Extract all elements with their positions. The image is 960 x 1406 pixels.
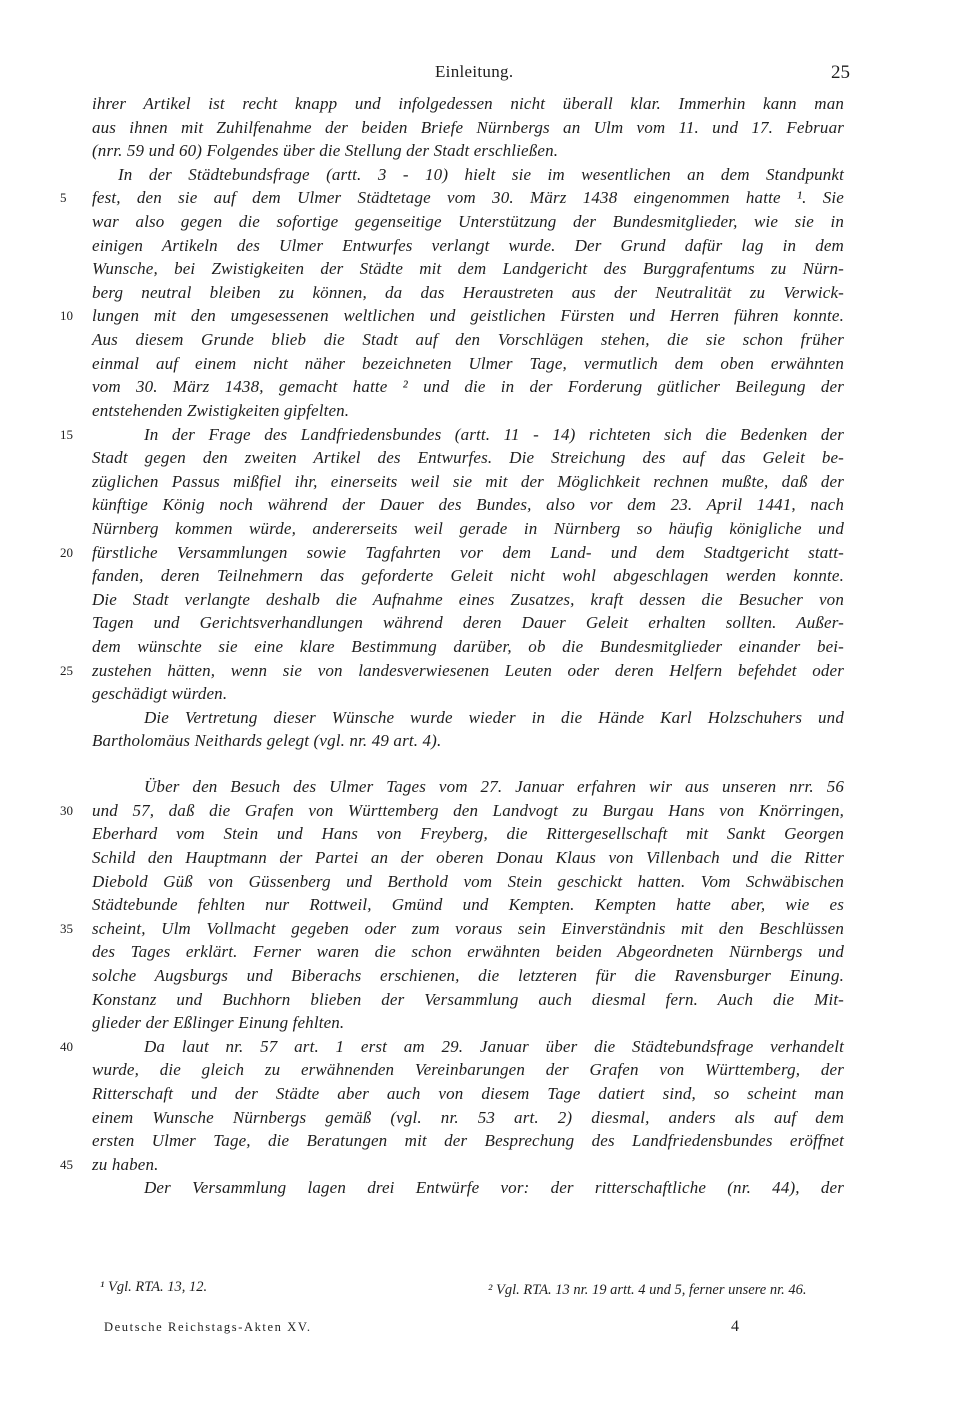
footnote-1: ¹ Vgl. RTA. 13, 12. bbox=[100, 1279, 208, 1295]
line-text: Da laut nr. 57 art. 1 erst am 29. Januar über die Städtebundsfrage verhandelt bbox=[144, 1036, 844, 1056]
text-line bbox=[0, 588, 960, 612]
text-line bbox=[0, 917, 960, 941]
line-text: fürstliche Versammlungen sowie Tagfahrten vor dem Land- und dem Stadtgericht statt- bbox=[92, 542, 844, 562]
line-text: und 57, daß die Grafen von Württemberg den Landvogt zu Burgau Hans von Knörringen, bbox=[92, 800, 844, 820]
line-text: Der Versammlung lagen drei Entwürfe vor: der ritterschaftliche (nr. 44), der bbox=[144, 1178, 844, 1198]
line-text: lungen mit den umgesessenen weltlichen und geistlichen Fürsten und Herren führen konnte. bbox=[92, 306, 844, 326]
line-text: Die Stadt verlangte deshalb die Aufnahme eines Zusatzes, kraft dessen die Besucher von bbox=[92, 589, 844, 609]
text-line bbox=[0, 186, 960, 210]
line-text: zustehen hätten, wenn sie von landesverwiesenen Leuten oder deren Helfern befehdet oder bbox=[92, 660, 844, 680]
line-text: (nrr. 59 und 60) Folgendes über die Stellung der Stadt erschließen. bbox=[92, 141, 559, 161]
text-line bbox=[0, 1129, 960, 1153]
text-line bbox=[0, 611, 960, 635]
text-line bbox=[0, 92, 960, 116]
line-number: 10 bbox=[60, 308, 73, 324]
line-text: scheint, Ulm Vollmacht gegeben oder zum voraus sein Einverständnis mit den Beschlüssen bbox=[92, 918, 844, 938]
line-text: Bartholomäus Neithards gelegt (vgl. nr. 49 art. 4). bbox=[92, 731, 442, 751]
text-line bbox=[0, 210, 960, 234]
line-text: fest, den sie auf dem Ulmer Städtetage vom 30. März 1438 eingenommen hatte ¹. Sie bbox=[92, 188, 844, 208]
line-number: 20 bbox=[60, 544, 73, 560]
text-line bbox=[0, 1035, 960, 1059]
text-line bbox=[0, 139, 960, 163]
text-line bbox=[0, 234, 960, 258]
text-line bbox=[0, 470, 960, 494]
line-text: künftige König noch während der Dauer des Bundes, also vor dem 23. April 1441, nach bbox=[92, 495, 844, 515]
text-line bbox=[0, 423, 960, 447]
line-text: Diebold Güß von Güssenberg und Berthold vom Stein geschickt hatten. Vom Schwäbischen bbox=[92, 871, 844, 891]
text-line bbox=[0, 799, 960, 823]
text-line bbox=[0, 446, 960, 470]
line-text: des Tages erklärt. Ferner waren die schon erwähnten beiden Abgeordneten Nürnbergs und bbox=[92, 942, 844, 962]
text-line bbox=[0, 281, 960, 305]
line-text: Stadt gegen den zweiten Artikel des Entwurfes. Die Streichung des auf das Geleit be- bbox=[92, 448, 844, 468]
body-text bbox=[0, 92, 960, 1200]
line-number: 45 bbox=[60, 1156, 73, 1172]
line-number: 30 bbox=[60, 802, 73, 818]
line-text: wurde, die gleich zu erwähnenden Vereinbarungen der Grafen von Württemberg, der bbox=[92, 1060, 844, 1080]
line-text: Über den Besuch des Ulmer Tages vom 27. Januar erfahren wir aus unseren nrr. 56 bbox=[144, 777, 844, 797]
text-line bbox=[0, 1082, 960, 1106]
text-line bbox=[0, 635, 960, 659]
line-text: ihrer Artikel ist recht knapp und infolgedessen nicht überall klar. Immerhin kann man bbox=[92, 94, 844, 113]
line-text: Schild den Hauptmann der Partei an der oberen Donau Klaus von Villenbach und die Ritter bbox=[92, 847, 844, 867]
text-line bbox=[0, 682, 960, 706]
text-line bbox=[0, 706, 960, 730]
line-text: Nürnberg kommen würde, andererseits weil gerade in Nürnberg so häufig königliche und bbox=[92, 518, 844, 538]
line-text: Tagen und Gerichtsverhandlungen während deren Dauer Geleit erhalten sollten. Außer- bbox=[92, 613, 844, 633]
text-line bbox=[0, 564, 960, 588]
line-number: 5 bbox=[60, 190, 67, 206]
line-text: Die Vertretung dieser Wünsche wurde wieder in die Hände Karl Holzschuhers und bbox=[144, 707, 844, 727]
line-text: zu haben. bbox=[92, 1154, 159, 1174]
page-header bbox=[90, 62, 850, 86]
text-line bbox=[0, 257, 960, 281]
text-line bbox=[0, 846, 960, 870]
line-text: Konstanz und Buchhorn blieben der Versammlung auch diesmal fern. Auch die Mit- bbox=[92, 989, 844, 1009]
text-line bbox=[0, 541, 960, 565]
line-text: ersten Ulmer Tage, die Beratungen mit der Besprechung des Landfriedensbundes eröffnet bbox=[92, 1131, 844, 1151]
line-text: einigen Artikeln des Ulmer Entwurfes verlangt wurde. Der Grund dafür lag in dem bbox=[92, 235, 844, 255]
text-line bbox=[0, 940, 960, 964]
line-text: entstehenden Zwistigkeiten gipfelten. bbox=[92, 400, 350, 420]
text-line bbox=[0, 163, 960, 187]
line-number: 35 bbox=[60, 920, 73, 936]
line-text: vom 30. März 1438, gemacht hatte ² und die in der Forderung gütlicher Beilegung der bbox=[92, 377, 844, 397]
line-number: 25 bbox=[60, 662, 73, 678]
line-text: berg neutral bleiben zu können, da das Heraustreten aus der Neutralität zu Verwick- bbox=[92, 282, 844, 302]
text-line bbox=[0, 375, 960, 399]
text-line bbox=[0, 328, 960, 352]
text-line bbox=[0, 1153, 960, 1177]
text-line bbox=[0, 493, 960, 517]
text-line bbox=[0, 1058, 960, 1082]
text-line bbox=[0, 1106, 960, 1130]
page-number: 25 bbox=[831, 62, 850, 83]
text-line bbox=[0, 352, 960, 376]
line-text: In der Frage des Landfriedensbundes (artt. 11 - 14) richteten sich die Bedenken der bbox=[144, 424, 844, 444]
line-text: Eberhard vom Stein und Hans von Freyberg, die Rittergesellschaft mit Sankt Georgen bbox=[92, 824, 844, 844]
text-line bbox=[0, 517, 960, 541]
text-line bbox=[0, 399, 960, 423]
text-line bbox=[0, 659, 960, 683]
line-text: fanden, deren Teilnehmern das geforderte Geleit nicht wohl abgeschlagen werden konnte. bbox=[92, 566, 844, 586]
text-line bbox=[0, 893, 960, 917]
sheet-number: 4 bbox=[731, 1318, 739, 1335]
footnote-2: ² Vgl. RTA. 13 nr. 19 artt. 4 und 5, ferner unsere nr. 46. bbox=[488, 1282, 807, 1298]
text-line bbox=[0, 870, 960, 894]
line-text: züglichen Passus mißfiel ihr, einerseits weil sie mit der Möglichkeit rechnen mußte, daß der bbox=[92, 471, 844, 491]
text-line bbox=[0, 964, 960, 988]
text-line bbox=[0, 304, 960, 328]
line-text: einmal auf einem nicht näher bezeichneten Ulmer Tage, vermutlich dem oben erwähnten bbox=[92, 353, 844, 373]
text-line bbox=[0, 822, 960, 846]
line-number: 40 bbox=[60, 1038, 73, 1054]
text-line bbox=[0, 775, 960, 799]
line-text: Ritterschaft und der Städte aber auch von diesem Tage datiert sind, so scheint man bbox=[92, 1083, 844, 1103]
line-text: aus ihnen mit Zuhilfenahme der beiden Briefe Nürnbergs an Ulm vom 11. und 17. Februar bbox=[92, 117, 844, 137]
text-line bbox=[0, 1011, 960, 1035]
imprint: Deutsche Reichstags-Akten XV. bbox=[104, 1320, 312, 1334]
line-text: war also gegen die sofortige gegenseitige Unterstützung der Bundesmitglieder, wie sie in bbox=[92, 212, 844, 232]
text-line bbox=[0, 116, 960, 140]
text-line bbox=[0, 729, 960, 753]
line-text: glieder der Eßlinger Einung fehlten. bbox=[92, 1013, 345, 1033]
line-number: 15 bbox=[60, 426, 73, 442]
line-text: einem Wunsche Nürnbergs gemäß (vgl. nr. 53 art. 2) diesmal, anders als auf dem bbox=[92, 1107, 844, 1127]
line-text: Städtebunde fehlten nur Rottweil, Gmünd und Kempten. Kempten hatte aber, wie es bbox=[92, 895, 844, 915]
line-text: geschädigt würden. bbox=[92, 684, 228, 704]
line-text: solche Augsburgs und Biberachs erschienen, die letzteren für die Ravensburger Einung. bbox=[92, 965, 844, 985]
line-text: dem wünschte sie eine klare Bestimmung darüber, ob die Bundesmitglieder einander bei- bbox=[92, 637, 844, 657]
line-text: Wunsche, bei Zwistigkeiten der Städte mit dem Landgericht des Burggrafentums zu Nürn- bbox=[92, 259, 844, 279]
text-line bbox=[0, 1176, 960, 1200]
text-line bbox=[0, 988, 960, 1012]
running-head: Einleitung. bbox=[435, 62, 514, 81]
line-text: Aus diesem Grunde blieb die Stadt auf den Vorschlägen stehen, die sie schon früher bbox=[92, 330, 844, 350]
section-gap bbox=[0, 753, 960, 775]
line-text: In der Städtebundsfrage (artt. 3 - 10) hielt sie im wesentlichen an dem Standpunkt bbox=[118, 164, 844, 184]
